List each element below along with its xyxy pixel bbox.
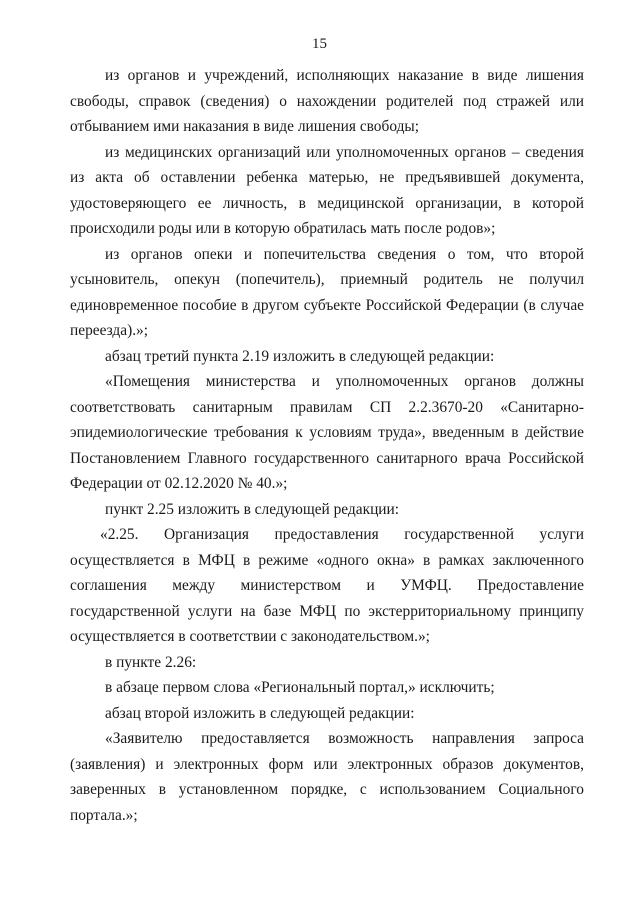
paragraph: из медицинских организаций или уполномоченных органов – сведения из акта об оставлении ребенка матерью, не предъявившей документа, удостоверяющего ее личность, в медицинской организации, в которой происходили роды или в которую обратилась мать после родов»; <box>70 143 584 237</box>
document-body <box>70 63 584 828</box>
paragraph: абзац второй изложить в следующей редакции: <box>105 704 415 722</box>
paragraph: абзац третий пункта 2.19 изложить в следующей редакции: <box>105 347 495 365</box>
page-number: 15 <box>312 36 327 52</box>
paragraph: из органов и учреждений, исполняющих наказание в виде лишения свободы, справок (сведения) о нахождении родителей под стражей или отбыванием ими наказания в виде лишения свободы; <box>70 67 584 135</box>
paragraph: в абзаце первом слова «Региональный портал,» исключить; <box>105 679 495 696</box>
paragraph: «Заявителю предоставляется возможность направления запроса (заявления) и электронных форм или электронных образов документов, заверенных в установленном порядке, с использованием Социального портала.»; <box>70 730 584 824</box>
paragraph: в пункте 2.26: <box>105 653 197 671</box>
paragraph: «2.25. Организация предоставления государственной услуги осуществляется в МФЦ в режиме «одного окна» в рамках заключенного соглашения между министерством и УМФЦ. Предоставление государственной услуги на базе МФЦ по экстерриториальному принципу осуществляется в соответствии с законодательством.»; <box>70 526 584 645</box>
paragraph: пункт 2.25 изложить в следующей редакции: <box>105 500 400 518</box>
paragraph: из органов опеки и попечительства сведения о том, что второй усыновитель, опекун (попечитель), приемный родитель не получил единовременное пособие в другом субъекте Российской Федерации (в случае переезда).»; <box>70 245 584 339</box>
paragraph: «Помещения министерства и уполномоченных органов должны соответствовать санитарным правилам СП 2.2.3670-20 «Санитарно-эпидемиологические требования к условиям труда», введенным в действие Постановлением Главного государственного санитарного врача Российской Федерации от 02.12.2020 № 40.»; <box>70 373 584 492</box>
